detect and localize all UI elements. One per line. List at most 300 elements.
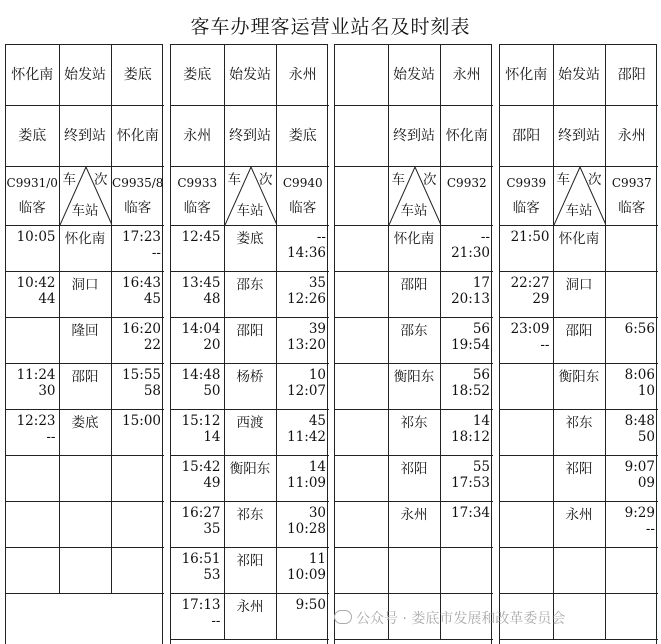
left-times [500, 272, 553, 318]
station-cell [224, 226, 276, 272]
time-arrive: 17:23 [122, 229, 161, 245]
left-times [171, 456, 224, 502]
label-ci: 次 [259, 172, 273, 188]
right-times [440, 502, 493, 548]
timetable-row [171, 226, 329, 272]
left-times [500, 548, 553, 594]
left-times [171, 594, 224, 640]
origin-label: 始发站 [553, 45, 605, 106]
time-arrive: 11:24 [16, 367, 56, 383]
time-depart: 19:54 [451, 337, 490, 353]
station-name: 怀化南 [393, 231, 435, 247]
train-number-left: C9931/0 [6, 176, 58, 190]
origin-label: 始发站 [59, 45, 111, 106]
right-times [111, 502, 164, 548]
train-number-left: C9933 [177, 176, 218, 190]
timetable-row [335, 548, 493, 594]
left-times [171, 272, 224, 318]
terminal-label: 终到站 [224, 106, 276, 167]
terminal-left [335, 106, 388, 167]
time-arrive: 55 [472, 459, 490, 475]
station-name: 娄底 [236, 231, 264, 247]
time-depart: 11:09 [287, 475, 326, 491]
terminal-left: 娄底 [6, 106, 59, 167]
header-diagonal-cell [224, 167, 276, 226]
station-name: 永州 [236, 599, 264, 615]
left-times [171, 410, 224, 456]
time-arrive: 22:27 [510, 275, 550, 291]
timetable-row [500, 502, 658, 548]
time-depart: 10:09 [287, 567, 326, 583]
timetable-row [6, 410, 164, 456]
time-depart: 30 [38, 383, 56, 399]
timetable-row [6, 456, 164, 502]
station-name: 邵阳 [400, 277, 428, 293]
station-name: 怀化南 [558, 231, 600, 247]
time-depart: 15:00 [122, 413, 161, 429]
time-depart: -- [151, 245, 161, 261]
origin-right: 永州 [440, 45, 493, 106]
train-type-left: 临客 [18, 200, 46, 216]
time-arrive: 16:51 [181, 551, 221, 567]
right-times [440, 226, 493, 272]
train-type-right: 临客 [289, 200, 317, 216]
label-che: 车 [62, 172, 76, 188]
timetable-row [6, 548, 164, 594]
station-name: 祁阳 [565, 461, 593, 477]
station-cell [224, 318, 276, 364]
origin-right: 永州 [276, 45, 329, 106]
timetable-row [6, 364, 164, 410]
right-times [440, 364, 493, 410]
station-cell [388, 226, 440, 272]
train-right-cell [605, 167, 658, 226]
train-number-right: C9935/8 [112, 176, 164, 190]
time-depart: 58 [143, 383, 161, 399]
time-depart: 44 [38, 291, 56, 307]
train-number-left: C9939 [506, 176, 547, 190]
station-name: 隆回 [71, 323, 99, 339]
station-cell [553, 272, 605, 318]
station-cell [224, 548, 276, 594]
station-name: 杨桥 [236, 369, 264, 385]
timetable-row [171, 594, 329, 640]
left-times [335, 364, 388, 410]
train-type-left: 临客 [183, 200, 211, 216]
left-times [500, 318, 553, 364]
time-arrive: 16:43 [122, 275, 161, 291]
time-arrive: 14 [308, 459, 326, 475]
station-cell [224, 364, 276, 410]
left-times [335, 318, 388, 364]
train-right-cell [276, 167, 329, 226]
left-times [335, 226, 388, 272]
time-arrive: 14:48 [181, 367, 221, 383]
station-cell [388, 318, 440, 364]
train-number-right: C9937 [611, 176, 652, 190]
train-right-cell [111, 167, 164, 226]
timetable-row [335, 502, 493, 548]
terminal-label: 终到站 [553, 106, 605, 167]
timetable-row [500, 272, 658, 318]
time-depart: 13:20 [287, 337, 326, 353]
time-arrive: 12:23 [16, 413, 56, 429]
timetable-panel-4 [499, 44, 657, 644]
station-cell [388, 364, 440, 410]
time-depart: 20:13 [451, 291, 490, 307]
right-times [276, 364, 329, 410]
timetable-row [171, 456, 329, 502]
label-station: 车站 [236, 203, 264, 219]
terminal-label: 终到站 [59, 106, 111, 167]
terminal-right: 怀化南 [111, 106, 164, 167]
right-times [111, 456, 164, 502]
right-times [111, 318, 164, 364]
station-name: 邵阳 [565, 323, 593, 339]
station-name: 娄底 [71, 415, 99, 431]
station-cell [553, 318, 605, 364]
left-times [6, 226, 59, 272]
left-times [500, 364, 553, 410]
station-name: 洞口 [71, 277, 99, 293]
right-times [605, 548, 658, 594]
time-arrive: 9:50 [295, 597, 326, 613]
time-depart: 09 [637, 475, 655, 491]
left-times [500, 226, 553, 272]
time-arrive: 23:09 [510, 321, 550, 337]
left-times [335, 272, 388, 318]
timetable-row [500, 226, 658, 272]
right-times [605, 594, 658, 640]
left-times [171, 318, 224, 364]
time-arrive: 8:06 [624, 367, 655, 383]
train-type-right: 临客 [124, 200, 152, 216]
time-depart: 12:45 [181, 229, 221, 245]
right-times [605, 456, 658, 502]
right-times [276, 272, 329, 318]
left-times [171, 548, 224, 594]
station-name: 怀化南 [64, 231, 106, 247]
timetable-row [171, 318, 329, 364]
left-times [6, 318, 59, 364]
origin-left: 怀化南 [6, 45, 59, 106]
page-title: 客车办理客运营业站名及时刻表 [190, 16, 471, 38]
station-cell [388, 548, 440, 594]
right-times [440, 410, 493, 456]
watermark [334, 608, 565, 628]
time-depart: 53 [203, 567, 221, 583]
left-times [6, 364, 59, 410]
time-arrive: 17:34 [451, 505, 490, 521]
station-cell [553, 410, 605, 456]
station-cell [388, 272, 440, 318]
left-times [6, 456, 59, 502]
station-cell [553, 226, 605, 272]
right-times [111, 272, 164, 318]
time-depart: 18:12 [451, 429, 490, 445]
station-name: 永州 [565, 507, 593, 523]
station-name: 邵东 [236, 277, 264, 293]
terminal-right: 怀化南 [440, 106, 493, 167]
station-cell [224, 502, 276, 548]
time-depart: 6:56 [624, 321, 655, 337]
timetable-row [171, 272, 329, 318]
station-cell [224, 272, 276, 318]
right-times [440, 318, 493, 364]
time-depart: 17:53 [451, 475, 490, 491]
timetable-row [335, 272, 493, 318]
time-depart: 29 [532, 291, 550, 307]
train-number-right: C9932 [446, 176, 487, 190]
right-times [605, 364, 658, 410]
train-type-right: 临客 [618, 200, 646, 216]
timetable-row [335, 364, 493, 410]
time-arrive: 16:27 [181, 505, 221, 521]
station-cell [59, 272, 111, 318]
station-name: 衡阳东 [393, 369, 435, 385]
station-name: 邵阳 [71, 369, 99, 385]
timetable-row [500, 548, 658, 594]
timetable-row [171, 502, 329, 548]
label-ci: 次 [588, 172, 602, 188]
left-times [335, 456, 388, 502]
timetable-row [335, 226, 493, 272]
timetable-panel-2 [170, 44, 328, 644]
station-cell [388, 456, 440, 502]
time-arrive: 15:12 [181, 413, 221, 429]
time-arrive: 16:20 [122, 321, 161, 337]
time-arrive: 56 [472, 367, 490, 383]
timetable-row [335, 456, 493, 502]
time-arrive: 13:45 [181, 275, 221, 291]
left-times [6, 410, 59, 456]
time-depart: 14:36 [287, 245, 326, 261]
time-arrive: 14 [472, 413, 490, 429]
time-depart: 50 [637, 429, 655, 445]
left-times [500, 456, 553, 502]
time-depart: 22 [143, 337, 161, 353]
time-arrive: 56 [472, 321, 490, 337]
time-depart: 50 [203, 383, 221, 399]
right-times [276, 594, 329, 640]
train-left-cell [171, 167, 224, 226]
right-times [276, 456, 329, 502]
station-name: 西渡 [236, 415, 264, 431]
time-depart: 18:52 [451, 383, 490, 399]
origin-left: 怀化南 [500, 45, 553, 106]
train-left-cell [6, 167, 59, 226]
right-times [605, 272, 658, 318]
time-arrive: 14:04 [181, 321, 221, 337]
label-che: 车 [227, 172, 241, 188]
station-name: 祁阳 [236, 553, 264, 569]
timetable-row [171, 364, 329, 410]
station-cell [59, 364, 111, 410]
header-diagonal-cell [59, 167, 111, 226]
time-depart: -- [46, 429, 56, 445]
origin-label: 始发站 [388, 45, 440, 106]
terminal-label: 终到站 [388, 106, 440, 167]
time-depart: 12:07 [287, 383, 326, 399]
origin-left [335, 45, 388, 106]
station-cell [553, 502, 605, 548]
origin-left: 娄底 [171, 45, 224, 106]
timetable-row [500, 456, 658, 502]
time-arrive: -- [316, 229, 326, 245]
left-times [171, 364, 224, 410]
time-depart: 35 [203, 521, 221, 537]
left-times [500, 410, 553, 456]
time-arrive: 11 [308, 551, 326, 567]
time-depart: 10:05 [16, 229, 56, 245]
left-times [335, 410, 388, 456]
right-times [111, 410, 164, 456]
right-times [276, 226, 329, 272]
time-depart: 11:42 [287, 429, 326, 445]
watermark-text: 公众号 · 娄底市发展和改革委员会 [356, 611, 566, 627]
station-cell [388, 410, 440, 456]
time-depart: -- [211, 613, 221, 629]
terminal-left: 永州 [171, 106, 224, 167]
timetable-row [6, 502, 164, 548]
station-cell [553, 364, 605, 410]
time-depart: 49 [203, 475, 221, 491]
station-cell [224, 594, 276, 640]
station-name: 永州 [400, 507, 428, 523]
right-times [605, 410, 658, 456]
left-times [6, 548, 59, 594]
terminal-right: 娄底 [276, 106, 329, 167]
right-times [276, 502, 329, 548]
train-number-right: C9940 [282, 176, 323, 190]
right-times [440, 548, 493, 594]
origin-right: 娄底 [111, 45, 164, 106]
time-arrive: 45 [308, 413, 326, 429]
right-times [440, 456, 493, 502]
station-name: 邵阳 [236, 323, 264, 339]
timetable-panel-3 [334, 44, 492, 644]
timetable-row [6, 226, 164, 272]
left-times [6, 272, 59, 318]
time-depart: 20 [203, 337, 221, 353]
time-depart: 45 [143, 291, 161, 307]
time-depart: 21:50 [510, 229, 550, 245]
station-cell [59, 226, 111, 272]
origin-right: 邵阳 [605, 45, 658, 106]
station-cell [59, 502, 111, 548]
right-times [276, 410, 329, 456]
time-depart: 10:28 [287, 521, 326, 537]
label-station: 车站 [565, 203, 593, 219]
timetable-row [335, 410, 493, 456]
station-cell [59, 318, 111, 364]
station-name: 衡阳东 [558, 369, 600, 385]
label-ci: 次 [423, 172, 437, 188]
right-times [276, 318, 329, 364]
timetable-row [500, 318, 658, 364]
station-cell [388, 502, 440, 548]
station-name: 祁东 [236, 507, 264, 523]
timetable-panel-1 [5, 44, 163, 644]
timetable-row [171, 548, 329, 594]
label-che: 车 [556, 172, 570, 188]
station-cell [553, 456, 605, 502]
train-right-cell [440, 167, 493, 226]
right-times [111, 548, 164, 594]
time-arrive: 8:48 [624, 413, 655, 429]
station-name: 衡阳东 [229, 461, 271, 477]
right-times [605, 502, 658, 548]
origin-label: 始发站 [224, 45, 276, 106]
header-diagonal-cell [388, 167, 440, 226]
timetable-row [500, 364, 658, 410]
left-times [500, 502, 553, 548]
time-arrive: 35 [308, 275, 326, 291]
right-times [440, 272, 493, 318]
time-arrive: 15:55 [122, 367, 161, 383]
right-times [276, 548, 329, 594]
header-diagonal-cell [553, 167, 605, 226]
station-cell [59, 548, 111, 594]
train-type-left: 临客 [512, 200, 540, 216]
station-cell [59, 410, 111, 456]
wechat-icon [334, 610, 352, 624]
station-name: 祁阳 [400, 461, 428, 477]
time-arrive: -- [480, 229, 490, 245]
time-depart: -- [540, 337, 550, 353]
station-cell [224, 456, 276, 502]
label-station: 车站 [400, 203, 428, 219]
right-times [111, 364, 164, 410]
time-depart: 48 [203, 291, 221, 307]
right-times [605, 226, 658, 272]
label-station: 车站 [71, 203, 99, 219]
timetable-row [171, 410, 329, 456]
station-name: 祁东 [565, 415, 593, 431]
time-depart: 21:30 [451, 245, 490, 261]
left-times [171, 226, 224, 272]
time-arrive: 9:29 [624, 505, 655, 521]
station-name: 祁东 [400, 415, 428, 431]
time-arrive: 17:13 [181, 597, 221, 613]
time-arrive: 15:42 [181, 459, 221, 475]
train-left-cell [500, 167, 553, 226]
right-times [111, 226, 164, 272]
timetable-row [6, 272, 164, 318]
timetable-row [500, 410, 658, 456]
timetable-row [6, 318, 164, 364]
time-depart: 10 [637, 383, 655, 399]
time-arrive: 9:07 [624, 459, 655, 475]
left-times [335, 548, 388, 594]
terminal-right: 永州 [605, 106, 658, 167]
left-times [6, 502, 59, 548]
station-cell [553, 548, 605, 594]
time-depart: 14 [203, 429, 221, 445]
time-arrive: 10:42 [16, 275, 56, 291]
station-cell [224, 410, 276, 456]
left-times [335, 502, 388, 548]
station-name: 洞口 [565, 277, 593, 293]
station-cell [59, 456, 111, 502]
time-depart: -- [645, 521, 655, 537]
time-arrive: 30 [308, 505, 326, 521]
time-depart: 12:26 [287, 291, 326, 307]
label-che: 车 [391, 172, 405, 188]
time-arrive: 17 [472, 275, 490, 291]
left-times [171, 502, 224, 548]
train-left-cell [335, 167, 388, 226]
